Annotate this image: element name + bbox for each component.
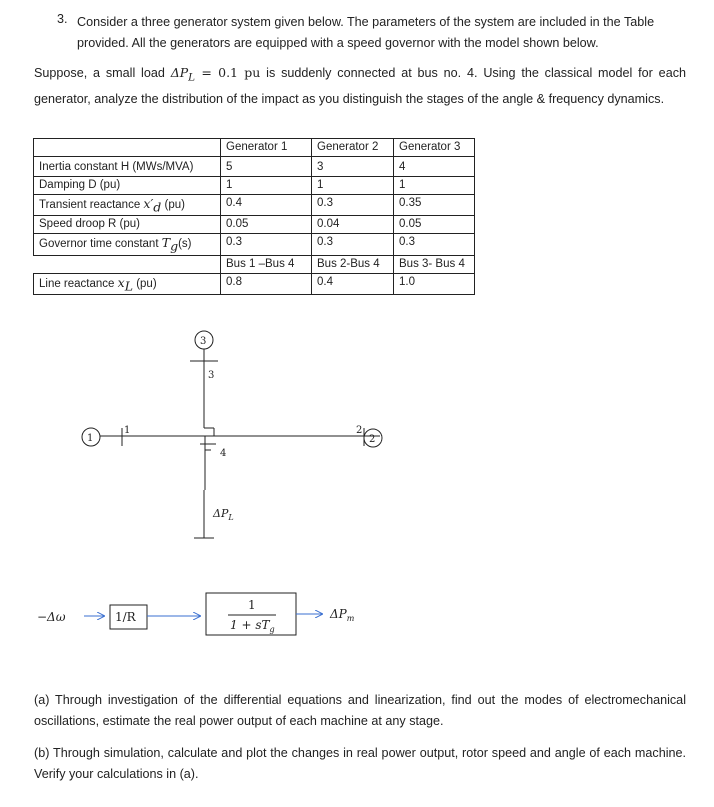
header-gen3: Generator 3 (394, 139, 475, 157)
governor-gen3: 0.3 (394, 234, 475, 255)
damping-gen1: 1 (221, 177, 312, 195)
input-label: −Δω (37, 610, 66, 624)
reactance-gen2: 0.3 (312, 195, 394, 216)
one-line-diagram (0, 320, 714, 560)
parameter-table (33, 138, 475, 295)
droop-gen1: 0.05 (221, 216, 312, 234)
table-corner-cell (34, 139, 221, 157)
damping-gen3: 1 (394, 177, 475, 195)
governor-block-diagram (0, 580, 714, 640)
table-row (34, 273, 475, 294)
question-number: 3. (57, 12, 68, 26)
inertia-gen2: 3 (312, 157, 394, 177)
inertia-gen3: 4 (394, 157, 475, 177)
load-label: $\Delta P_L$ (213, 507, 234, 522)
droop-gen3: 0.05 (394, 216, 475, 234)
bus-blank-cell (34, 255, 221, 273)
header-gen1: Generator 1 (221, 139, 312, 157)
bus-4-label: 4 (220, 448, 227, 459)
intro-text-2: is suddenly connected at bus no. 4. Using the classical model for each generator, analyze the distribution of the impact as you distinguish the stages of the angle & frequency dynamics. (34, 66, 686, 106)
tf-denominator: $1 + sT_g$ (230, 618, 275, 634)
header-gen2: Generator 2 (312, 139, 394, 157)
bus-pair-2: Bus 2-Bus 4 (312, 255, 394, 273)
reactance-gen1: 0.4 (221, 195, 312, 216)
gain-label: 1/R (115, 610, 136, 624)
inertia-label: Inertia constant H (MWs/MVA) (34, 157, 221, 177)
table-row (34, 195, 475, 216)
table-row (34, 234, 475, 255)
damping-label: Damping D (pu) (34, 177, 221, 195)
line-gen3: 1.0 (394, 273, 475, 294)
line-gen1: 0.8 (221, 273, 312, 294)
gen-2-label: 2 (369, 434, 376, 445)
gen-3-label: 3 (200, 336, 207, 347)
droop-label: Speed droop R (pu) (34, 216, 221, 234)
droop-gen2: 0.04 (312, 216, 394, 234)
part-b-text: (b) Through simulation, calculate and plot the changes in real power output, rotor speed and angle of each machine. Verify your calculations in (a). (34, 746, 686, 781)
table-row (34, 157, 475, 177)
intro-paragraph (34, 62, 686, 110)
line-gen2: 0.4 (312, 273, 394, 294)
bus-3-label: 3 (208, 370, 215, 381)
inertia-gen1: 5 (221, 157, 312, 177)
governor-gen2: 0.3 (312, 234, 394, 255)
part-a-text: (a) Through investigation of the differential equations and linearization, find out the modes of electromechanical oscillations, estimate the real power output of each machine at any stage. (34, 693, 686, 728)
bus-2-label: 2 (356, 425, 363, 436)
gen-1-label: 1 (87, 433, 94, 444)
reactance-gen3: 0.35 (394, 195, 475, 216)
table-row (34, 216, 475, 234)
bus-pair-3: Bus 3- Bus 4 (394, 255, 475, 273)
line-label: Line reactance $x_L$ (pu) (34, 273, 221, 294)
output-label: $\Delta P_m$ (330, 607, 355, 623)
table-row (34, 177, 475, 195)
damping-gen2: 1 (312, 177, 394, 195)
load-symbol: $\Delta P_L = 0.1$ pu (170, 65, 261, 84)
table-header-row (34, 139, 475, 157)
intro-text-1: Suppose, a small load (34, 66, 171, 80)
table-row (34, 255, 475, 273)
bus-1-label: 1 (124, 425, 131, 436)
bus-pair-1: Bus 1 –Bus 4 (221, 255, 312, 273)
governor-gen1: 0.3 (221, 234, 312, 255)
governor-label: Governor time constant $T_g(s)$ (34, 234, 221, 255)
reactance-label: Transient reactance $x'_d$ (pu) (34, 195, 221, 216)
tf-numerator: 1 (248, 598, 256, 612)
question-text: Consider a three generator system given below. The parameters of the system are included in the Table provided. All the generators are equipped with a speed governor with the model shown below. (77, 15, 655, 50)
